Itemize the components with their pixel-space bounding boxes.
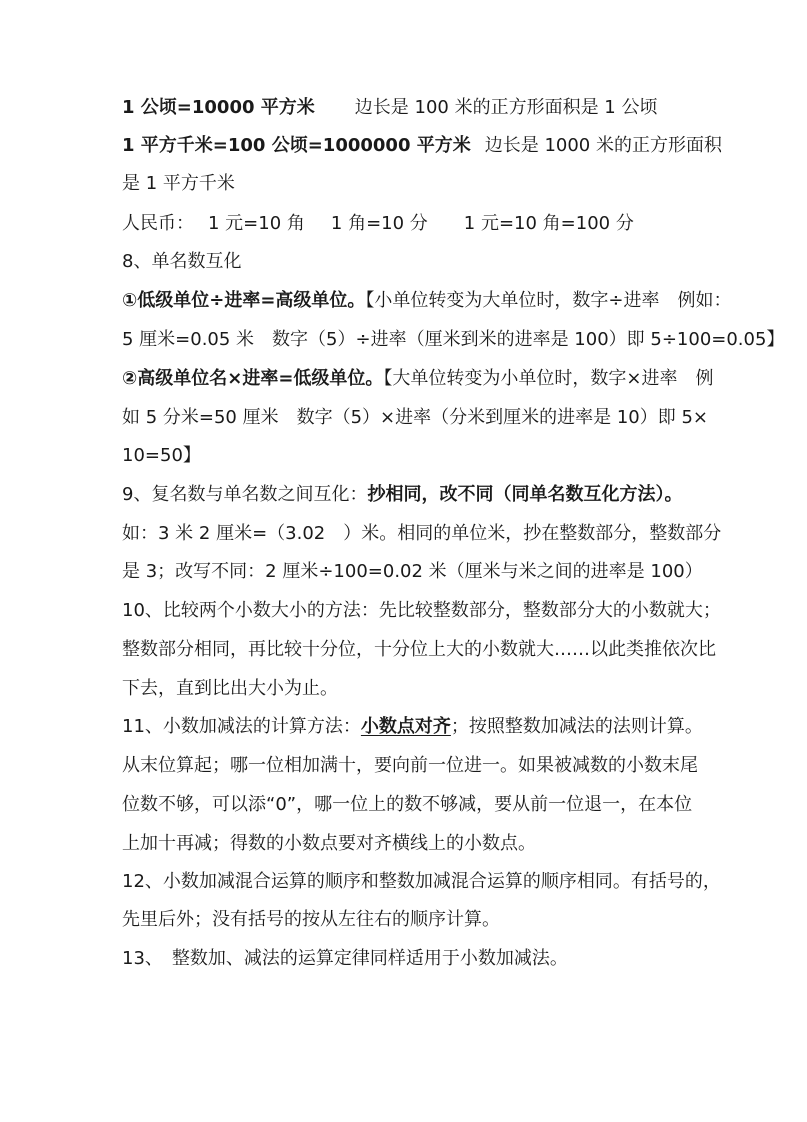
- rule-high-to-low-note: 【大单位转变为小单位时，数字×进率 例: [383, 368, 714, 389]
- rmb-yuan-jiao-fen: 1 元=10 角=100 分: [463, 213, 634, 234]
- section-13-text: 13、 整数加、减法的运算定律同样适用于小数加减法。: [122, 948, 568, 969]
- section-11-heading: 11、小数加减法的计算方法：: [122, 716, 361, 737]
- text-line-9: [122, 405, 709, 431]
- text-line-18: [122, 753, 698, 779]
- rule-low-to-high-example: 5 厘米=0.05 米 数字（5）÷进率（厘米到米的进率是 100）即 5÷100=0.05】: [122, 329, 785, 350]
- section-9-key-rule: 抄相同，改不同（同单名数互化方法）。: [367, 484, 683, 505]
- sq-km-explanation: 边长是 1000 米的正方形面积: [484, 135, 722, 156]
- text-line-5: [122, 249, 692, 275]
- section-12-text-cont: 先里后外；没有括号的按从左往右的顺序计算。: [122, 909, 500, 930]
- text-line-15: [122, 637, 716, 663]
- sq-km-explanation-cont: 是 1 平方千米: [122, 173, 235, 194]
- section-8-heading: 8、单名数互化: [122, 251, 242, 272]
- section-9-heading: 9、复名数与单名数之间互化：: [122, 484, 368, 505]
- text-line-20: [122, 831, 692, 857]
- decimal-point-align-key: 小数点对齐: [360, 716, 451, 737]
- rule-high-to-low: ②高级单位名×进率=低级单位。: [122, 368, 384, 389]
- rmb-yuan-jiao: 1 元=10 角: [208, 213, 305, 234]
- section-11-text-end: 上加十再减；得数的小数点要对齐横线上的小数点。: [122, 833, 536, 854]
- text-line-1: [122, 95, 692, 121]
- rule-low-to-high-note: 【小单位转变为大单位时，数字÷进率 例如：: [365, 290, 732, 311]
- rule-high-to-low-example-cont: 10=50】: [122, 445, 201, 466]
- hectare-definition: 1 公顷=10000 平方米: [122, 97, 315, 118]
- hectare-explanation: 边长是 100 米的正方形面积是 1 公顷: [354, 97, 658, 118]
- text-line-11: [122, 482, 692, 508]
- text-line-12: [122, 521, 722, 547]
- sq-km-definition: 1 平方千米=100 公顷=1000000 平方米: [122, 135, 471, 156]
- rule-low-to-high: ①低级单位÷进率=高级单位。: [122, 290, 366, 311]
- text-line-19: [122, 792, 692, 818]
- text-line-4: [122, 211, 692, 237]
- rule-high-to-low-example: 如 5 分米=50 厘米 数字（5）×进率（分米到厘米的进率是 10）即 5×: [122, 407, 709, 428]
- text-line-6: [122, 288, 732, 314]
- text-line-7: [122, 327, 785, 353]
- rmb-jiao-fen: 1 角=10 分: [330, 213, 428, 234]
- section-12-text: 12、小数加减混合运算的顺序和整数加减混合运算的顺序相同。有括号的，: [122, 871, 721, 892]
- text-line-8: [122, 366, 714, 392]
- text-line-10: [122, 443, 692, 469]
- section-10-text-end: 下去，直到比出大小为止。: [122, 678, 338, 699]
- text-line-23: [122, 946, 692, 972]
- text-line-22: [122, 907, 692, 933]
- section-11-text: 从末位算起；哪一位相加满十，要向前一位进一。如果被减数的小数末尾: [122, 755, 698, 776]
- text-line-13: [122, 559, 703, 585]
- section-10-text: 10、比较两个小数大小的方法：先比较整数部分，整数部分大的小数就大；: [122, 600, 721, 621]
- section-9-example: 如：3 米 2 厘米=（3.02 ）米。相同的单位米，抄在整数部分，整数部分: [122, 523, 722, 544]
- text-line-3: [122, 171, 692, 197]
- section-10-text-cont: 整数部分相同，再比较十分位，十分位上大的小数就大……以此类推依次比: [122, 639, 716, 660]
- section-11-text-cont: 位数不够，可以添“0”，哪一位上的数不够减，要从前一位退一，在本位: [122, 794, 693, 815]
- text-line-14: [122, 598, 721, 624]
- text-line-21: [122, 869, 721, 895]
- text-line-16: [122, 676, 692, 702]
- rmb-label: 人民币：: [122, 213, 194, 234]
- text-line-17: [122, 714, 703, 740]
- section-9-example-cont: 是 3；改写不同：2 厘米÷100=0.02 米（厘米与米之间的进率是 100）: [122, 561, 703, 582]
- section-11-rule: ；按照整数加减法的法则计算。: [450, 716, 703, 737]
- text-line-2: [122, 133, 722, 159]
